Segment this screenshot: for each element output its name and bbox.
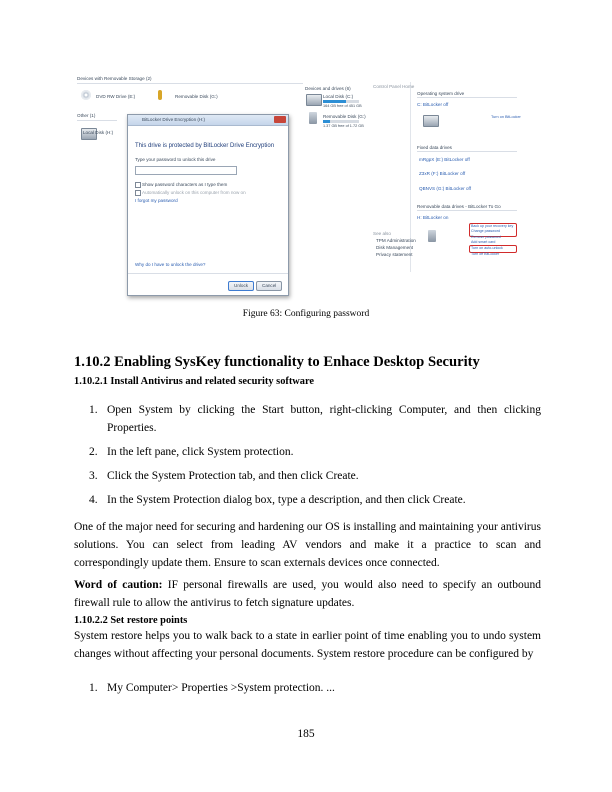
- list-item: [89, 679, 541, 697]
- caution-paragraph: [74, 576, 541, 612]
- list-item: [89, 443, 541, 461]
- local-disk-c-usage-bar: [323, 100, 359, 103]
- unlock-button-label: Unlock: [234, 283, 249, 288]
- dialog-heading: This drive is protected by BitLocker Drive Encryption: [135, 143, 275, 149]
- change-password-link[interactable]: Change password: [471, 229, 500, 233]
- restore-paragraph: System restore helps you to walk back to a state in earlier point of time enabling you to undo system changes without affecting your personal documents. System restore procedure can be configured by: [74, 630, 541, 660]
- list-item-number: 2.: [89, 446, 98, 458]
- list-item: [89, 467, 541, 485]
- caution-label: Word of caution:: [74, 579, 163, 591]
- backup-key-link[interactable]: Back up your recovery key: [471, 224, 514, 228]
- local-disk-c-icon: [306, 94, 322, 106]
- control-panel-home-link[interactable]: Control Panel Home: [373, 84, 415, 89]
- local-disk-c-free: 164 GB free of 451 GB: [323, 104, 362, 108]
- figure-configuring-password: [75, 72, 520, 304]
- auto-unlock-checkbox[interactable]: [135, 190, 141, 196]
- dvd-drive-label[interactable]: DVD RW Drive (E:): [96, 94, 136, 99]
- os-drive-heading: Operating system drive: [417, 91, 465, 96]
- list-item-number: 1.: [89, 682, 98, 694]
- group-removable-storage: Devices with Removable Storage (2): [77, 76, 152, 81]
- forgot-password-link[interactable]: I forgot my password: [135, 198, 178, 203]
- group-other: Other (1): [77, 113, 96, 118]
- auto-unlock-label: Automatically unlock on this computer from now on: [142, 190, 246, 195]
- why-unlock-link[interactable]: Why do I have to unlock the drive?: [135, 262, 206, 267]
- removable-g-label[interactable]: Removable Disk (G:): [323, 114, 366, 119]
- auto-unlock-link[interactable]: Turn on auto-unlock: [471, 246, 503, 250]
- list-item-number: 3.: [89, 470, 98, 482]
- list-item-text: My Computer> Properties >System protection. ...: [107, 682, 335, 694]
- section-heading: 1.10.2 Enabling SysKey functionality to Enhace Desktop Security: [74, 354, 480, 370]
- computer-window-screenshot: [75, 72, 305, 304]
- local-disk-c-label[interactable]: Local Disk (C:): [323, 94, 354, 99]
- fixed-drive-3[interactable]: QBNVS (G:) BitLocker off: [419, 186, 471, 191]
- page-number: 185: [297, 728, 315, 740]
- fixed-drives-heading: Fixed data drives: [417, 145, 452, 150]
- bitlocker-pane: [373, 82, 520, 304]
- list-item-number: 1.: [89, 404, 98, 416]
- bitlocker-control-panel-screenshot: [303, 82, 520, 304]
- removable-drives-heading: Removable data drives - BitLocker To Go: [417, 204, 501, 209]
- subsection-heading-restore: 1.10.2.2 Set restore points: [74, 615, 188, 626]
- c-bitlocker-status[interactable]: C: BitLocker off: [417, 102, 449, 107]
- subsection-heading-antivirus: 1.10.2.1 Install Antivirus and related security software: [74, 376, 315, 387]
- close-icon[interactable]: [274, 116, 286, 123]
- removable-g-usage-bar: [323, 120, 359, 123]
- list-item-text: Open System by clicking the Start button, right-clicking Computer, and then clicking Properties.: [107, 404, 541, 434]
- dvd-drive-icon: [81, 90, 91, 100]
- tpm-admin-link[interactable]: TPM Administration: [376, 238, 416, 243]
- see-also-heading: See also: [373, 231, 391, 236]
- figure-caption: Figure 63: Configuring password: [242, 309, 370, 319]
- bitlocker-unlock-dialog: [127, 114, 289, 296]
- remove-password-link[interactable]: Remove password: [471, 235, 501, 239]
- h-bitlocker-status[interactable]: H: BitLocker on: [417, 215, 449, 220]
- removable-g-icon: [309, 112, 317, 124]
- privacy-statement-link[interactable]: Privacy statement: [376, 252, 413, 257]
- list-item-number: 4.: [89, 494, 98, 506]
- fixed-drive-2[interactable]: Z3xR (F:) BitLocker off: [419, 171, 466, 176]
- fixed-drive-1[interactable]: mRgpX (E:) BitLocker off: [419, 157, 470, 162]
- caution-text: IF personal firewalls are used, you would also need to specify an outbound firewall rule to allow the antivirus to fetch signature updates.: [74, 579, 541, 609]
- show-chars-label: Show password characters as I type them: [142, 182, 228, 187]
- list-item: [89, 401, 541, 437]
- password-prompt: Type your password to unlock this drive: [135, 157, 216, 162]
- turn-on-bitlocker-link[interactable]: Turn on BitLocker: [491, 115, 521, 119]
- unlock-button[interactable]: [228, 281, 254, 291]
- disk-management-link[interactable]: Disk Management: [376, 245, 414, 250]
- list-item-text: In the System Protection dialog box, type a description, and then click Create.: [107, 494, 466, 506]
- removable-disk-icon: [158, 90, 162, 100]
- c-drive-icon: [423, 115, 439, 127]
- removable-disk-label[interactable]: Removable Disk (G:): [175, 94, 218, 99]
- add-smart-card-link[interactable]: Add smart card: [471, 240, 496, 244]
- cancel-button-label: Cancel: [262, 283, 277, 288]
- show-chars-checkbox[interactable]: [135, 182, 141, 188]
- dialog-title: BitLocker Drive Encryption (H:): [142, 117, 206, 122]
- turn-off-bitlocker-link[interactable]: Turn off BitLocker: [471, 252, 500, 256]
- dialog-title-bar: [128, 115, 288, 126]
- password-field[interactable]: [135, 166, 237, 175]
- antivirus-paragraph: One of the major need for securing and hardening our OS is installing and maintaining your antivirus solutions. You can select from leading AV vendors and make it a practice to scan and correspondingly update them. Ensure to scan externals devices once connected.: [74, 521, 541, 569]
- list-item-text: In the left pane, click System protection.: [107, 446, 294, 458]
- list-item-text: Click the System Protection tab, and then click Create.: [107, 470, 359, 482]
- list-item: [89, 491, 541, 509]
- group-devices-drives: Devices and drives (6): [305, 86, 351, 91]
- cancel-button[interactable]: [256, 281, 282, 291]
- h-drive-icon: [428, 230, 436, 242]
- local-disk-h-label[interactable]: Local Disk (H:): [83, 130, 114, 135]
- removable-g-free: 1.37 GB free of 1.72 GB: [323, 124, 364, 128]
